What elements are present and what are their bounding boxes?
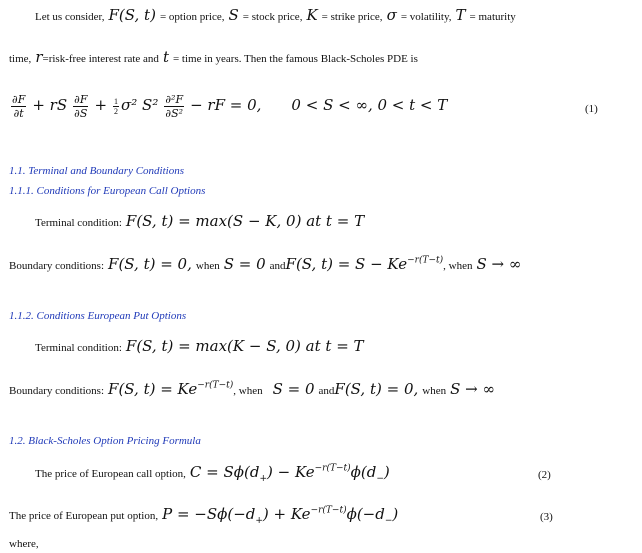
and-text: and <box>318 385 335 397</box>
boundary-label: Boundary conditions: <box>9 260 105 272</box>
denominator: 2 <box>114 107 119 116</box>
denominator: ∂S² <box>165 107 184 120</box>
var-K: K <box>306 6 318 24</box>
frac-dFdt <box>11 93 26 120</box>
when-text: when <box>195 260 220 272</box>
subscript: − <box>384 516 393 527</box>
subscript: + <box>255 516 263 527</box>
put-eq: P = −Sϕ(−d <box>162 505 256 523</box>
def-maturity: = maturity <box>469 11 516 23</box>
boundary-cond-2: S → ∞ <box>476 255 522 273</box>
exponent: −r(T−t) <box>314 463 351 474</box>
heading-1-2: 1.2. Black-Scholes Option Pricing Formula <box>9 435 201 447</box>
put-eq: ϕ(−d <box>346 505 385 523</box>
term-sigma-s: σ² S² <box>121 96 159 115</box>
numerator: ∂F <box>12 93 26 106</box>
pde-domain: 0 < S < ∞, 0 < t < T <box>291 96 448 115</box>
numerator: 1 <box>114 97 119 106</box>
terminal-label: Terminal condition: <box>35 217 122 229</box>
equation-number-1: (1) <box>585 103 598 115</box>
frac-half <box>113 97 119 116</box>
boundary-eq-1: F(S, t) = 0, <box>108 255 192 273</box>
put-eq: ) <box>392 505 399 523</box>
call-terminal-condition <box>35 212 364 231</box>
denominator: ∂S <box>74 107 88 120</box>
terminal-equation: F(S, t) = max(S − K, 0) at t = T <box>125 212 365 230</box>
boundary-eq-2: F(S, t) = 0, <box>334 380 419 398</box>
var-F: F(S, t) <box>108 6 156 24</box>
call-boundary-conditions <box>9 255 521 274</box>
term-rF: − rF = 0, <box>190 96 262 115</box>
terminal-label: Terminal condition: <box>35 342 122 354</box>
put-terminal-condition <box>35 337 364 356</box>
call-eq: ϕ(d <box>350 463 377 481</box>
term-rS: + rS <box>32 96 68 115</box>
intro-line-2 <box>9 48 418 67</box>
exponent: −r(T−t) <box>310 505 347 516</box>
numerator: ∂²F <box>165 93 184 106</box>
def-option: = option price, <box>159 11 225 23</box>
put-eq: ) + Ke <box>262 505 311 523</box>
def-rate: =risk-free interest rate and <box>42 53 159 65</box>
denominator: ∂t <box>13 107 24 120</box>
call-price-formula <box>35 463 390 484</box>
exponent: −r(T−t) <box>407 255 444 266</box>
def-vol: = volatility, <box>400 11 452 23</box>
equation-number-3: (3) <box>540 511 553 523</box>
heading-1-1: 1.1. Terminal and Boundary Conditions <box>9 165 184 177</box>
plus-sign: + <box>94 96 108 115</box>
when-text: , when <box>443 260 473 272</box>
when-text: , when <box>233 385 263 397</box>
call-eq: ) <box>383 463 390 481</box>
subscript: + <box>259 474 267 485</box>
boundary-eq-1: F(S, t) = Ke <box>108 380 198 398</box>
boundary-eq-2: F(S, t) = S − Ke <box>285 255 408 273</box>
frac-dFdS <box>73 93 88 120</box>
pde-equation <box>9 93 447 120</box>
put-price-formula <box>9 505 398 526</box>
boundary-cond-1: S = 0 <box>223 255 266 273</box>
heading-1-1-2: 1.1.2. Conditions European Put Options <box>9 310 187 322</box>
boundary-label: Boundary conditions: <box>9 385 105 397</box>
frac-d2FdS2 <box>164 93 184 120</box>
when-text: when <box>422 385 447 397</box>
def-years: = time in years. Then the famous Black-Scholes PDE is <box>172 53 418 65</box>
numerator: ∂F <box>74 93 88 106</box>
intro-text: Let us consider, <box>35 11 105 23</box>
intro-line-1 <box>35 6 516 25</box>
terminal-equation: F(S, t) = max(K − S, 0) at t = T <box>125 337 364 355</box>
where-text: where, <box>9 538 39 550</box>
intro-time: time, <box>9 53 32 65</box>
var-sigma: σ <box>386 6 397 24</box>
boundary-cond-2: S → ∞ <box>450 380 495 398</box>
var-T: T <box>455 6 466 24</box>
boundary-cond-1: S = 0 <box>272 380 315 398</box>
var-r: r <box>35 48 43 66</box>
call-eq: ) − Ke <box>266 463 315 481</box>
exponent: −r(T−t) <box>197 380 234 391</box>
put-label: The price of European put option, <box>9 510 159 522</box>
put-boundary-conditions <box>9 380 495 399</box>
var-t: t <box>162 48 169 66</box>
equation-number-2: (2) <box>538 469 551 481</box>
call-label: The price of European call option, <box>35 468 186 480</box>
and-text: and <box>269 260 286 272</box>
def-stock: = stock price, <box>242 11 303 23</box>
var-S: S <box>228 6 239 24</box>
def-strike: = strike price, <box>321 11 383 23</box>
subscript: − <box>376 474 384 485</box>
heading-1-1-1: 1.1.1. Conditions for European Call Options <box>9 185 206 197</box>
call-eq: C = Sϕ(d <box>189 463 260 481</box>
